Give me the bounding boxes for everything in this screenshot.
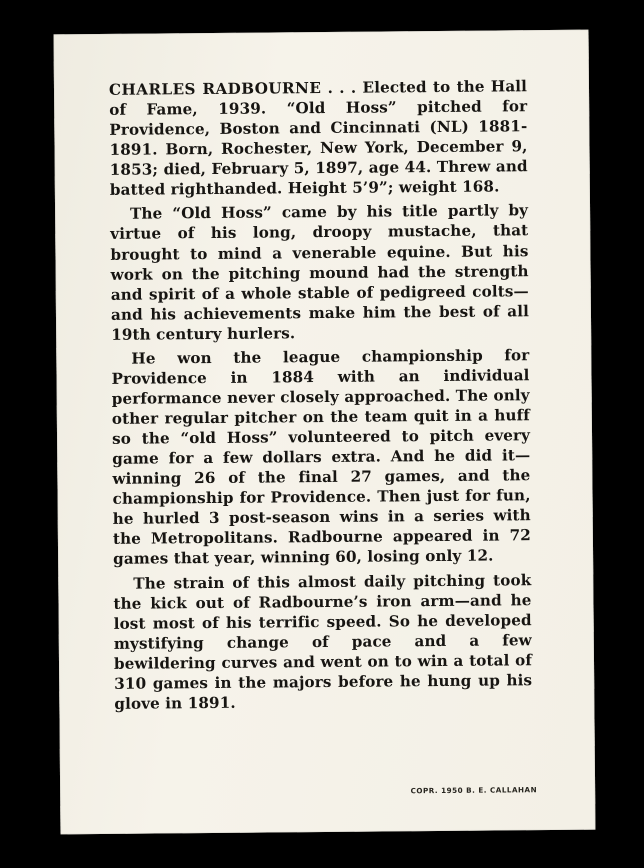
- biography-paragraph-4: The strain of this almost daily pitching took the kick out of Radbourne’s iron arm—and he lost most of his terrific speed. So he developed mystifying change of pace and a few bewildering curves and went on to win a total of 310 games in the majors before he hung up his glove in 1891.: [113, 570, 533, 713]
- biography-paragraph-2: The “Old Hoss” came by his title partly by virtue of his long, droopy mustache, that brought to mind a venerable equine. But his work on the pitching mound had the strength and spirit of a whole stable of pedigreed colts—and his achievements make him the best of all 19th century hurlers.: [110, 201, 530, 344]
- baseball-card-back: [54, 30, 596, 835]
- player-name: CHARLES RADBOURNE: [108, 79, 322, 99]
- copyright-notice: COPR. 1950 B. E. CALLAHAN: [410, 785, 538, 796]
- card-text-block: [109, 76, 533, 718]
- card-surface: [54, 30, 596, 835]
- biography-paragraph-1: CHARLES RADBOURNE . . . Elected to the Hall of Fame, 1939. “Old Hoss” pitched for Providence, Boston and Cincinnati (NL) 1881-1891. Born, Rochester, New York, December 9, 1853; died, February 5, 1897, age 44. Threw and batted righthanded. Height 5’9”; weight 168.: [108, 77, 528, 200]
- biography-paragraph-3: He won the league championship for Providence in 1884 with an individual performance never closely approached. The only other regular pitcher on the team quit in a huff so the “old Hoss” volunteered to pitch every game for a few dollars extra. And he did it—winning 26 of the final 27 games, and the championship for Providence. Then just for fun, he hurled 3 post-season wins in a series with the Metropolitans. Radbourne appeared in 72 games that year, winning 60, losing only 12.: [111, 346, 531, 569]
